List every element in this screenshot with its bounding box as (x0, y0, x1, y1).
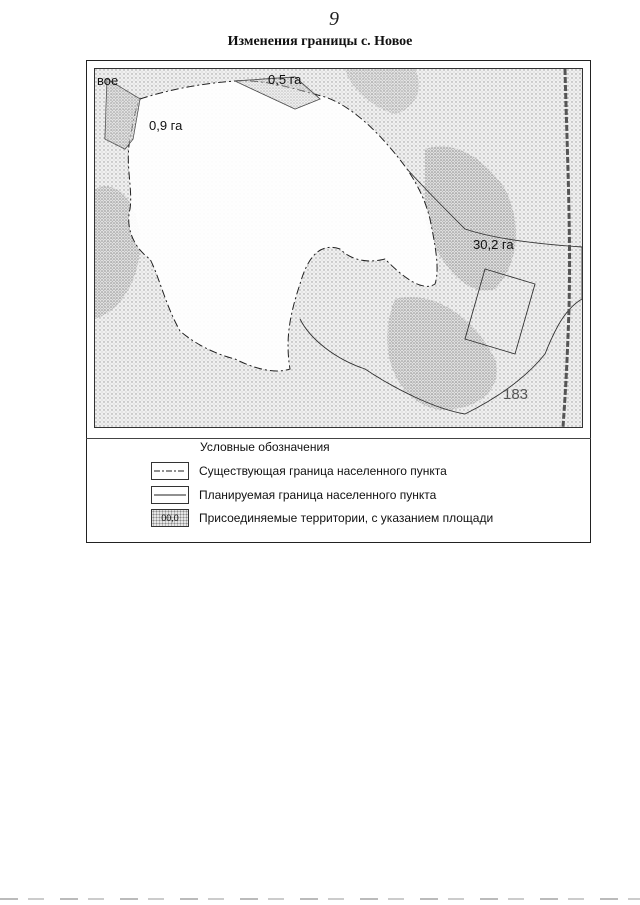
legend-divider (86, 438, 591, 439)
legend-title: Условные обозначения (200, 440, 330, 454)
legend-label: Существующая граница населенного пункта (199, 464, 447, 478)
legend-label: Планируемая граница населенного пункта (199, 488, 437, 502)
annexed-territory-swatch (151, 509, 189, 527)
planned-boundary-swatch (151, 486, 189, 504)
area-label-east: 30,2 га (473, 237, 514, 252)
legend-label: Присоединяемые территории, с указанием площади (199, 511, 494, 525)
page-number: 9 (329, 8, 339, 30)
area-label-west: 0,9 га (149, 118, 183, 133)
road-number-label: 183 (503, 386, 529, 403)
map-panel (94, 68, 583, 428)
map-svg (95, 69, 582, 427)
area-label-north: 0,5 га (268, 72, 302, 87)
swatch-area-text: 00,0 (161, 513, 179, 523)
settlement-name-label: вое (97, 73, 119, 88)
scan-footer-line (0, 898, 640, 900)
page-title: Изменения границы с. Новое (227, 34, 413, 49)
existing-boundary-swatch (151, 462, 189, 480)
